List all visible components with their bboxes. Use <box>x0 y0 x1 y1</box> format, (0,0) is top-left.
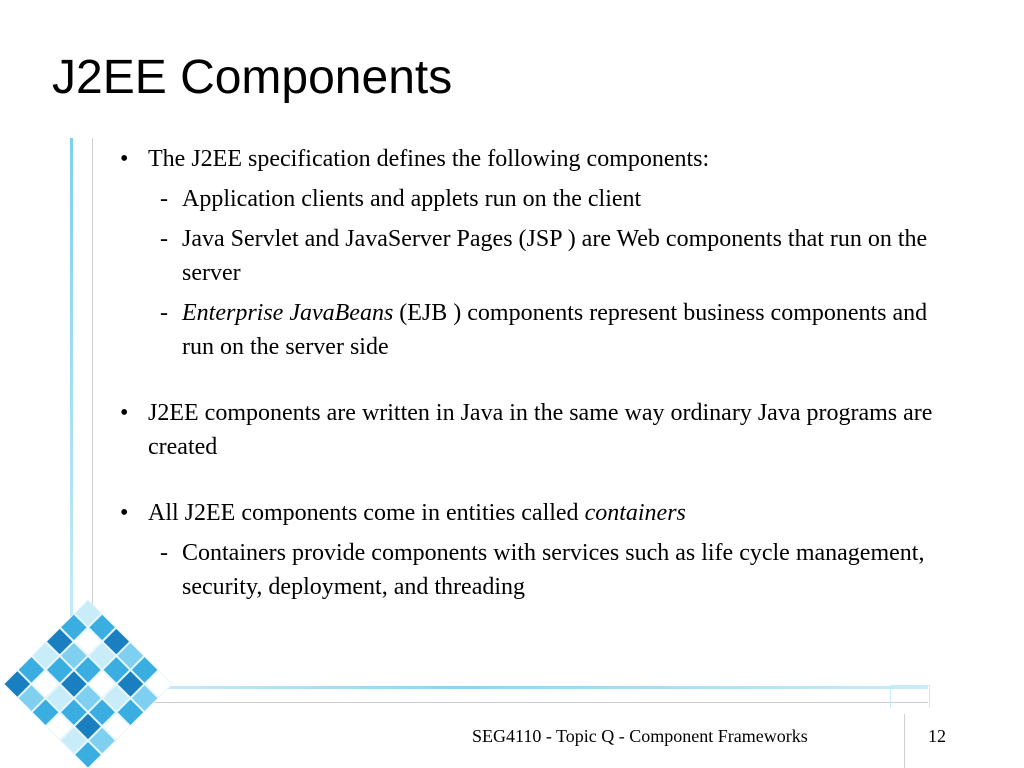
frame-horizontal-accent-line <box>140 686 928 689</box>
bullet-item <box>120 496 950 530</box>
dash-marker: - <box>160 540 168 566</box>
bullet-text: All J2EE components come in entities called <box>148 500 585 526</box>
bullet-text: J2EE components are written in Java in the same way ordinary Java programs are created <box>148 400 933 460</box>
diamond-tile-logo <box>0 600 180 768</box>
bullet-text: The J2EE specification defines the following components: <box>148 146 710 172</box>
sub-bullet-text: Application clients and applets run on the client <box>182 186 642 212</box>
dash-marker: - <box>160 186 168 212</box>
dash-marker: - <box>160 300 168 326</box>
sub-bullet-item <box>120 222 950 290</box>
sub-bullet-item <box>120 296 950 364</box>
bullet-item <box>120 142 950 176</box>
frame-vertical-accent-line <box>70 138 73 658</box>
sub-bullet-item <box>120 182 950 216</box>
frame-corner-line <box>890 685 930 708</box>
dash-marker: - <box>160 226 168 252</box>
sub-bullet-italic-text: Enterprise JavaBeans <box>182 300 394 326</box>
bullet-marker: • <box>120 500 129 526</box>
sub-bullet-text: Containers provide components with services such as life cycle management, security, deployment, and threading <box>182 540 925 600</box>
sub-bullet-text: (EJB ) components represent business components and run on the server side <box>182 300 928 360</box>
bullet-marker: • <box>120 146 129 172</box>
footer-course-label: SEG4110 - Topic Q - Component Frameworks <box>472 726 808 746</box>
page-number: 12 <box>928 726 946 746</box>
slide-body <box>120 142 950 604</box>
footer-divider <box>904 714 905 768</box>
sub-bullet-item <box>120 536 950 604</box>
bullet-italic-text: containers <box>584 500 686 526</box>
slide-title: J2EE Components <box>52 51 453 104</box>
bullet-item <box>120 396 950 464</box>
frame-horizontal-gray-line <box>110 702 928 703</box>
bullet-marker: • <box>120 400 129 426</box>
sub-bullet-text: Java Servlet and JavaServer Pages (JSP ) are Web components that run on the server <box>182 226 928 286</box>
